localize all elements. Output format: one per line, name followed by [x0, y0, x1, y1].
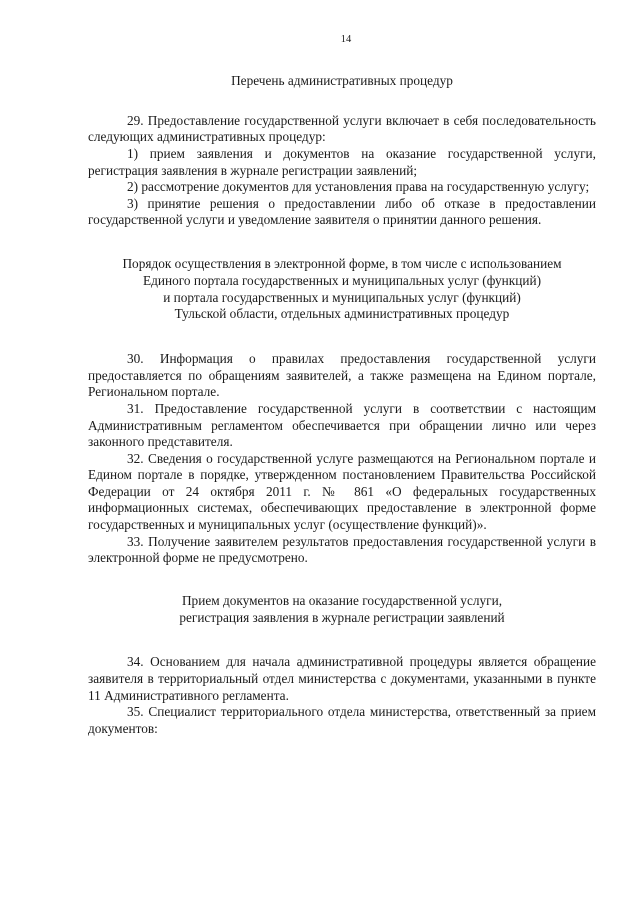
electronic-form-heading-line: Тульской области, отдельных административных процедур: [174, 306, 510, 322]
electronic-form-heading-line: Порядок осуществления в электронной форме, в том числе с использованием: [122, 255, 562, 271]
paragraph-29-item-3: 3) принятие решения о предоставлении либо об отказе в предоставлении государственной услуги и уведомление заявителя о принятии данного решения.: [88, 195, 596, 228]
paragraph-34: 34. Основанием для начала административной процедуры является обращение заявителя в территориальный отдел министерства с документами, указанными в пункте 11 Административного регламента.: [88, 654, 596, 703]
paragraph-29-intro: 29. Предоставление государственной услуги включает в себя последовательность следующих административных процедур:: [88, 112, 596, 145]
paragraph-29-item-2: 2) рассмотрение документов для установления права на государственную услугу;: [127, 179, 590, 195]
paragraph-29-item-1: 1) прием заявления и документов на оказание государственной услуги, регистрация заявления в журнале регистрации заявлений;: [88, 145, 596, 178]
paragraph-32: 32. Сведения о государственной услуге размещаются на Региональном портале и Едином портале в порядке, утвержденном постановлением Правительства Российской Федерации от 24 октября 2011 г. № 861 «О федеральных государственных информационных системах, обеспечивающих предоставление в электронной форме государственных и муниципальных услуг (осуществление функций)».: [88, 450, 596, 533]
paragraph-30: 30. Информация о правилах предоставления государственной услуги предоставляется по обращениям заявителей, а также размещена на Едином портале, Региональном портале.: [88, 351, 596, 400]
electronic-form-heading: [88, 256, 596, 323]
paragraph-29: [88, 113, 596, 229]
document-reception-heading: [88, 593, 596, 627]
electronic-form-heading-line: и портала государственных и муниципальных услуг (функций): [163, 289, 521, 305]
electronic-form-heading-line: Единого портала государственных и муниципальных услуг (функций): [142, 272, 541, 288]
document-reception-heading-line: регистрация заявления в журнале регистрации заявлений: [179, 609, 505, 625]
document-reception-heading-line: Прием документов на оказание государственной услуги,: [181, 592, 503, 608]
paragraph-35: 35. Специалист территориального отдела министерства, ответственный за прием документов:: [88, 704, 596, 736]
paragraph-33: 33. Получение заявителем результатов предоставления государственной услуги в электронной форме не предусмотрено.: [88, 533, 596, 566]
paragraph-31: 31. Предоставление государственной услуги в соответствии с настоящим Административным регламентом обеспечивается при обращении лично или через законного представителя.: [88, 400, 596, 450]
admin-procedures-heading: Перечень административных процедур: [231, 73, 453, 88]
page-number: 14: [340, 34, 352, 45]
